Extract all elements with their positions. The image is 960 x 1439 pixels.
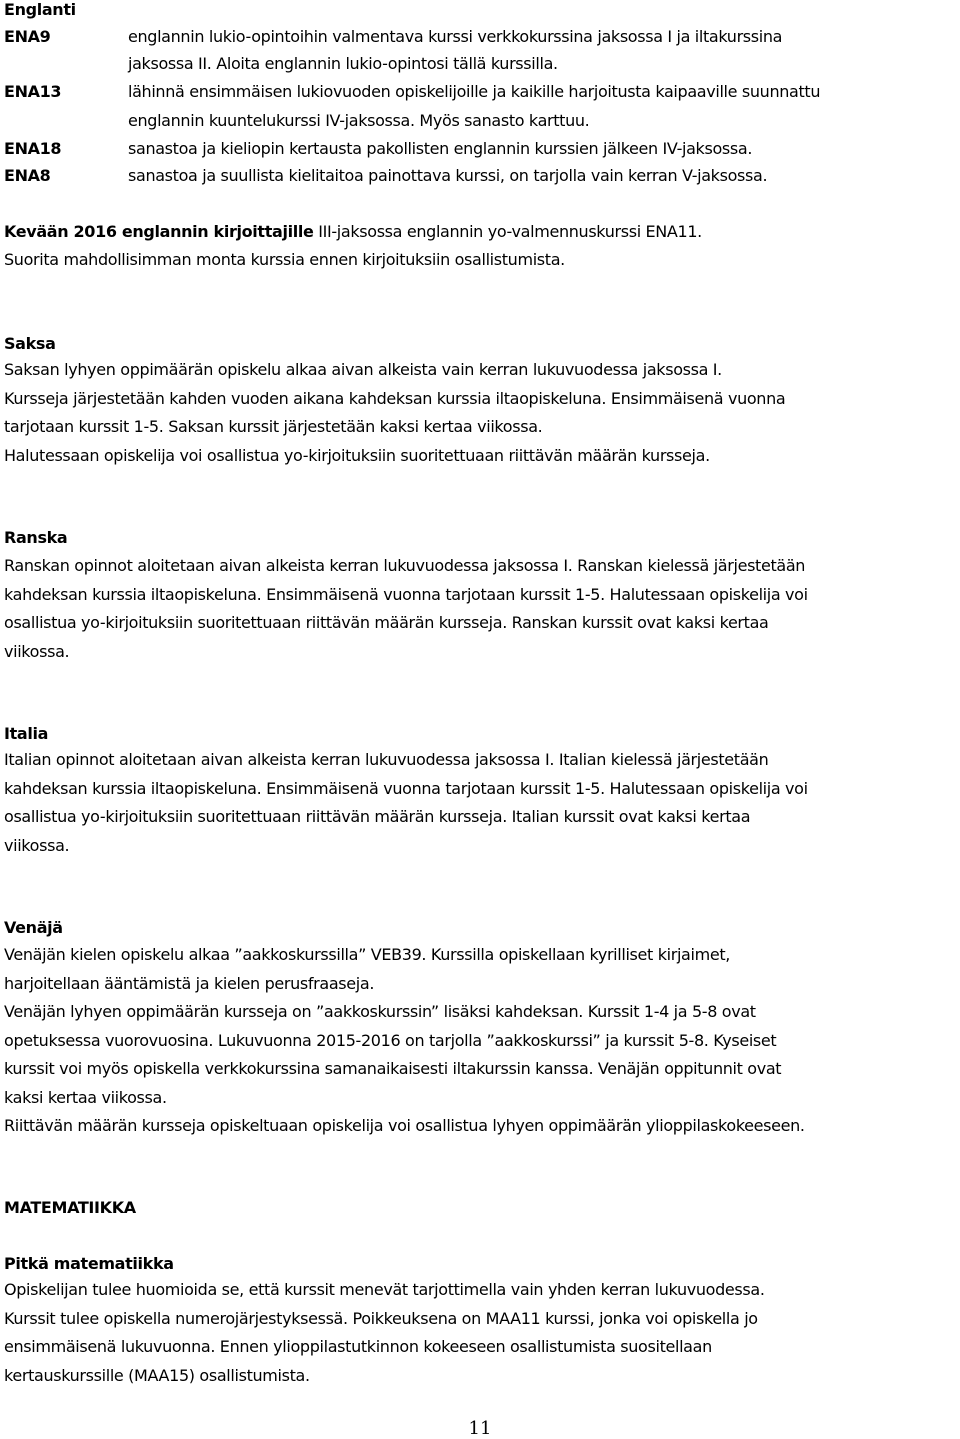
french-line: Ranskan opinnot aloitetaan aivan alkeista kerran lukuvuodessa jaksossa I. Ranskan kielessä järjestetään	[4, 556, 806, 575]
german-line: Kursseja järjestetään kahden vuoden aikana kahdeksan kurssia iltaopiskeluna. Ensimmäisenä vuonna	[4, 388, 786, 408]
russian-line: Riittävän määrän kursseja opiskeltuaan opiskelija voi osallistua lyhyen oppimäärän ylioppilaskokeeseen.	[4, 1116, 805, 1135]
german-paragraph	[4, 356, 960, 470]
french-line: kahdeksan kurssia iltaopiskeluna. Ensimmäisenä vuonna tarjotaan kurssit 1-5. Halutessaan opiskelija voi	[4, 584, 808, 604]
subheading-long-math: Pitkä matematiikka	[4, 1254, 174, 1273]
russian-line: opetuksessa vuorovuosina. Lukuvuonna 2015-2016 on tarjolla ”aakkoskurssi” ja kurssit 5-8. Kyseiset	[4, 1030, 777, 1050]
section-heading-german: Saksa	[4, 334, 56, 353]
page-number: 11	[468, 1418, 492, 1439]
course-code-ena18: ENA18	[4, 139, 62, 158]
italian-line: viikossa.	[4, 835, 70, 855]
russian-paragraph	[4, 941, 960, 1141]
course-desc-ena9-line1: englannin lukio-opintoihin valmentava kurssi verkkokurssina jaksossa I ja iltakurssina	[128, 27, 783, 46]
russian-line: Venäjän kielen opiskelu alkaa ”aakkoskurssilla” VEB39. Kurssilla opiskellaan kyrilliset kirjaimet,	[4, 945, 730, 964]
spring-info-bold: Kevään 2016 englannin kirjoittajille	[4, 222, 314, 241]
course-desc-ena13-line2: englannin kuuntelukurssi IV-jaksossa. Myös sanasto karttuu.	[128, 111, 590, 130]
russian-line: kaksi kertaa viikossa.	[4, 1087, 167, 1107]
math-line: ensimmäisenä lukuvuonna. Ennen ylioppilastutkinnon kokeeseen osallistumista suositellaan	[4, 1337, 712, 1356]
course-code-ena9: ENA9	[4, 27, 51, 46]
course-desc-ena9-line2: jaksossa II. Aloita englannin lukio-opintosi tällä kurssilla.	[128, 54, 558, 73]
course-desc-ena18: sanastoa ja kieliopin kertausta pakollisten englannin kurssien jälkeen IV-jaksossa.	[128, 139, 753, 158]
russian-line: kurssit voi myös opiskella verkkokurssina samanaikaisesti iltakurssin kanssa. Venäjän oppitunnit ovat	[4, 1059, 782, 1078]
italian-line: kahdeksan kurssia iltaopiskeluna. Ensimmäisenä vuonna tarjotaan kurssit 1-5. Halutessaan opiskelija voi	[4, 778, 808, 798]
german-line: Saksan lyhyen oppimäärän opiskelu alkaa aivan alkeista vain kerran lukuvuodessa jaksossa I.	[4, 360, 722, 379]
math-paragraph	[4, 1276, 960, 1390]
section-heading-english: Englanti	[4, 0, 76, 19]
french-line: osallistua yo-kirjoituksiin suoritettuaan riittävän määrän kursseja. Ranskan kurssit ovat kaksi kertaa	[4, 613, 769, 632]
french-line: viikossa.	[4, 641, 70, 661]
course-desc-ena13-line1: lähinnä ensimmäisen lukiovuoden opiskelijoille ja kaikille harjoitusta kaipaaville suunnattu	[128, 82, 821, 101]
italian-paragraph	[4, 746, 960, 860]
german-line: Halutessaan opiskelija voi osallistua yo-kirjoituksiin suoritettuaan riittävän määrän kursseja.	[4, 445, 710, 465]
german-line: tarjotaan kurssit 1-5. Saksan kurssit järjestetään kaksi kertaa viikossa.	[4, 417, 543, 436]
spring-info-rest: III-jaksossa englannin yo-valmennuskurssi ENA11.	[313, 222, 702, 241]
italian-line: osallistua yo-kirjoituksiin suoritettuaan riittävän määrän kursseja. Italian kurssit ovat kaksi kertaa	[4, 807, 751, 826]
math-line: Opiskelijan tulee huomioida se, että kurssit menevät tarjottimella vain yhden kerran lukuvuodessa.	[4, 1280, 765, 1299]
math-line: kertauskurssille (MAA15) osallistumista.	[4, 1365, 310, 1385]
section-heading-math: MATEMATIIKKA	[4, 1198, 136, 1217]
spring-info-line1	[4, 222, 702, 242]
math-line: Kurssit tulee opiskella numerojärjestyksessä. Poikkeuksena on MAA11 kurssi, jonka voi opiskella jo	[4, 1308, 758, 1328]
section-heading-french: Ranska	[4, 528, 68, 547]
course-desc-ena8: sanastoa ja suullista kielitaitoa painottava kurssi, on tarjolla vain kerran V-jaksossa.	[128, 166, 768, 185]
russian-line: harjoitellaan ääntämistä ja kielen perusfraaseja.	[4, 973, 375, 993]
russian-line: Venäjän lyhyen oppimäärän kursseja on ”aakkoskurssin” lisäksi kahdeksan. Kurssit 1-4 ja 5-8 ovat	[4, 1002, 756, 1021]
course-code-ena8: ENA8	[4, 166, 51, 185]
course-code-ena13: ENA13	[4, 82, 62, 101]
french-paragraph	[4, 552, 960, 666]
italian-line: Italian opinnot aloitetaan aivan alkeista kerran lukuvuodessa jaksossa I. Italian kielessä järjestetään	[4, 750, 769, 769]
section-heading-russian: Venäjä	[4, 918, 63, 937]
section-heading-italian: Italia	[4, 724, 49, 743]
spring-info-line2: Suorita mahdollisimman monta kurssia ennen kirjoituksiin osallistumista.	[4, 250, 565, 269]
